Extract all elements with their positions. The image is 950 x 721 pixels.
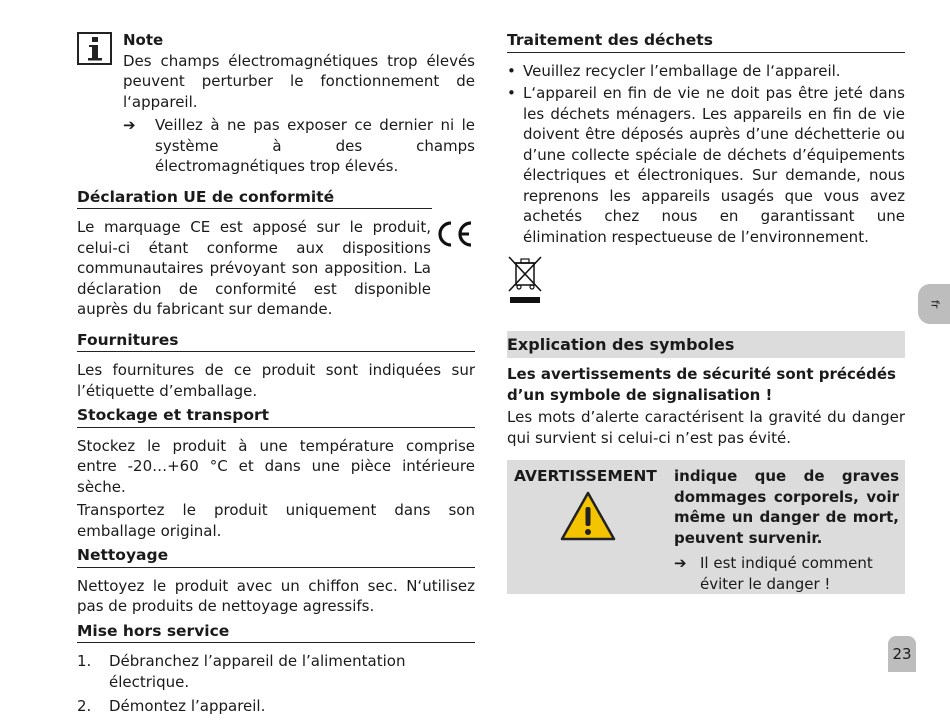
right-column: [507, 30, 905, 594]
bullet: •: [507, 61, 516, 80]
symboles-text: Les mots d’alerte caractérisent la gravité du danger qui survient si celui-ci n’est pas évité.: [507, 408, 905, 447]
stockage-text-2: Transportez le produit uniquement dans son emballage original.: [77, 501, 475, 540]
list-text: Veuillez recycler l’emballage de l‘appareil.: [523, 61, 841, 80]
list-item: [507, 61, 905, 82]
nettoyage-heading: Nettoyage: [77, 545, 475, 568]
warning-left: [514, 466, 664, 487]
arrow-right-icon: ➔: [674, 554, 687, 572]
ce-mark-icon: [435, 219, 475, 249]
crossed-bin-icon: [507, 255, 543, 305]
left-column: [77, 30, 475, 721]
arrow-right-icon: ➔: [123, 116, 136, 134]
mise-hors-service-heading: Mise hors service: [77, 621, 475, 644]
declaration-heading: Déclaration UE de conformité: [77, 187, 432, 210]
language-tab-label: fr: [928, 300, 942, 309]
mise-hors-service-list: [77, 651, 475, 717]
list-item: [77, 651, 475, 692]
list-number: 1.: [77, 652, 92, 670]
warning-label: AVERTISSEMENT: [514, 467, 657, 485]
declaration-text: Le marquage CE est apposé sur le produit, celui-ci étant conforme aux dispositions communautaires prévoyant son apposition. La déclaration de conformité est disponible auprès du fabricant sur demande.: [77, 218, 431, 318]
warning-arrow-text: Il est indiqué comment éviter le danger !: [700, 554, 873, 593]
warning-box: [507, 460, 905, 594]
stockage-text-1: Stockez le produit à une température comprise entre -20…+60 °C et dans une pièce intérieure sèche.: [77, 436, 475, 496]
dechets-list: [507, 61, 905, 248]
warning-triangle-icon: [559, 490, 617, 542]
fournitures-heading: Fournitures: [77, 330, 475, 353]
symboles-lead: Les avertissements de sécurité sont précédés d’un symbole de signalisation !: [507, 365, 896, 404]
stockage-heading: Stockage et transport: [77, 405, 475, 428]
list-text: Débranchez l’appareil de l’alimentation électrique.: [109, 652, 406, 691]
symboles-heading: Explication des symboles: [507, 331, 905, 359]
language-tab: [918, 284, 950, 324]
declaration-block: [77, 217, 475, 320]
fournitures-text: Les fournitures de ce produit sont indiquées sur l’étiquette d’emballage.: [77, 361, 475, 400]
info-icon: [77, 32, 112, 65]
page-number: 23: [888, 636, 916, 672]
bullet: •: [507, 84, 516, 102]
note-arrow-text: Veillez à ne pas exposer ce dernier ni le système à des champs électromagnétiques trop élevés.: [155, 116, 475, 175]
note-arrow-row: [123, 115, 475, 177]
list-number: 2.: [77, 697, 92, 715]
warning-text: indique que de graves dommages corporels, voir même un danger de mort, peuvent survenir.: [674, 467, 899, 547]
list-item: [77, 696, 475, 717]
list-text: L‘appareil en fin de vie ne doit pas être jeté dans les déchets ménagers. Les appareils en fin de vie doivent être déposés auprès d’une déchetterie ou d’une collecte spéciale de déchets d’équipements électriques et électroniques. Sur demande, nous reprenons les appareils usagés que vous avez achetés chez nous en garantissant une élimination respectueuse de l’environnement.: [523, 84, 905, 246]
note-title: Note: [123, 31, 164, 49]
list-text: Démontez l’appareil.: [109, 697, 266, 715]
warning-right: [674, 466, 899, 594]
list-item: [507, 83, 905, 247]
warning-arrow-row: [674, 553, 899, 594]
nettoyage-text: Nettoyez le produit avec un chiffon sec. N‘utilisez pas de produits de nettoyage agressifs.: [77, 576, 475, 615]
note-text: Des champs électromagnétiques trop élevés peuvent perturber le fonctionnement de l‘appareil.: [123, 51, 475, 111]
dechets-heading: Traitement des déchets: [507, 30, 905, 53]
note-block: [77, 30, 475, 177]
